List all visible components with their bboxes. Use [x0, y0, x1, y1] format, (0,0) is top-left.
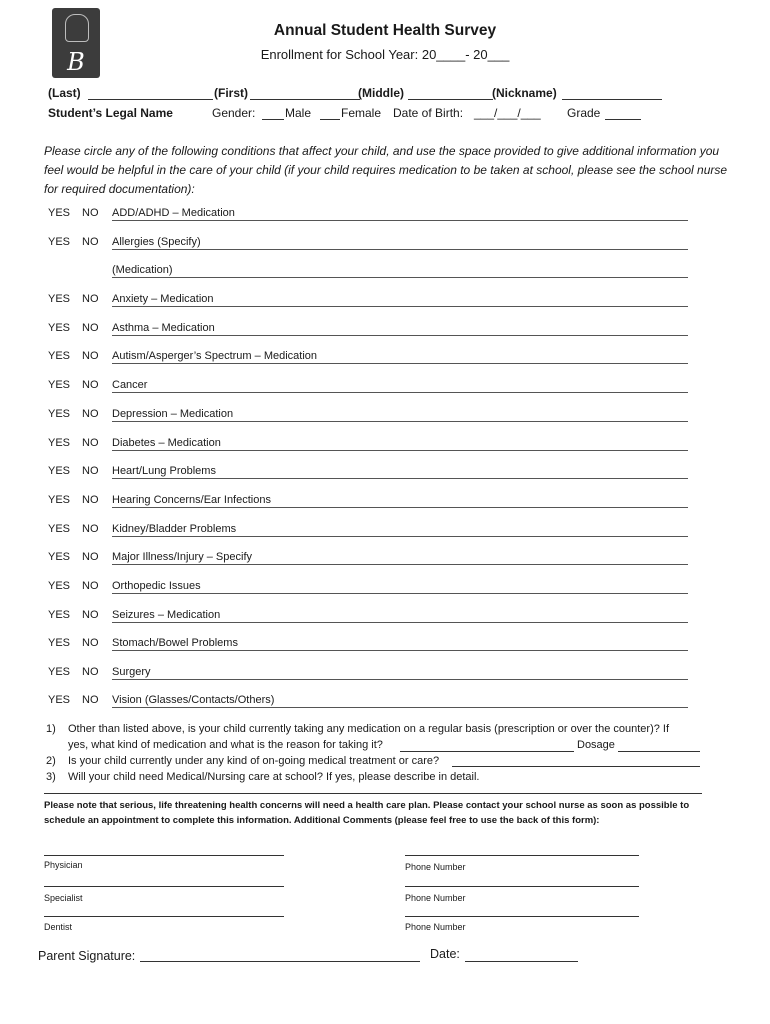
no-option[interactable]: NO: [82, 350, 99, 362]
no-option[interactable]: NO: [82, 666, 99, 678]
parent-signature-field[interactable]: [140, 961, 420, 962]
date-label: Date:: [430, 947, 460, 961]
no-option[interactable]: NO: [82, 694, 99, 706]
condition-label: Cancer: [112, 379, 148, 391]
yes-option[interactable]: YES: [48, 236, 71, 248]
first-name-field[interactable]: [250, 99, 360, 100]
last-name-field[interactable]: [88, 99, 213, 100]
school-logo: [52, 8, 100, 78]
no-option[interactable]: NO: [82, 637, 99, 649]
yes-option[interactable]: YES: [48, 637, 71, 649]
dentist-field[interactable]: [44, 916, 284, 917]
physician-phone-field[interactable]: [405, 855, 639, 856]
condition-row: [48, 207, 698, 225]
dosage-label: Dosage: [577, 739, 615, 751]
no-option[interactable]: NO: [82, 523, 99, 535]
physician-field[interactable]: [44, 855, 284, 856]
answer-line[interactable]: [112, 249, 688, 250]
no-option[interactable]: NO: [82, 236, 99, 248]
physician-phone-label: Phone Number: [405, 862, 466, 872]
condition-row: [48, 523, 698, 541]
answer-line[interactable]: [112, 507, 688, 508]
condition-row: [48, 236, 698, 254]
condition-label: Stomach/Bowel Problems: [112, 637, 238, 649]
condition-row: [48, 408, 698, 426]
form-title: [0, 22, 770, 40]
answer-line[interactable]: [112, 335, 688, 336]
yes-option[interactable]: YES: [48, 379, 71, 391]
nickname-field[interactable]: [562, 99, 662, 100]
condition-label: Diabetes – Medication: [112, 437, 221, 449]
yes-option[interactable]: YES: [48, 551, 71, 563]
condition-row: [48, 580, 698, 598]
answer-line[interactable]: [112, 679, 688, 680]
condition-row: [48, 322, 698, 340]
specialist-label: Specialist: [44, 893, 83, 903]
yes-option[interactable]: YES: [48, 694, 71, 706]
condition-label: Depression – Medication: [112, 408, 234, 420]
condition-label: Heart/Lung Problems: [112, 465, 216, 477]
condition-row: [48, 666, 698, 684]
specialist-field[interactable]: [44, 886, 284, 887]
answer-line[interactable]: [112, 622, 688, 623]
condition-row: [48, 293, 698, 311]
yes-option[interactable]: YES: [48, 350, 71, 362]
condition-label: Hearing Concerns/Ear Infections: [112, 494, 271, 506]
condition-row: [48, 494, 698, 512]
question-1-text: Other than listed above, is your child currently taking any medication on a regular basis (prescription or over the counter)? If: [68, 723, 670, 735]
dob-label: Date of Birth:: [393, 106, 464, 120]
dob-field[interactable]: ___/___/___: [474, 106, 541, 120]
no-option[interactable]: NO: [82, 408, 99, 420]
female-blank[interactable]: [320, 119, 340, 120]
no-option[interactable]: NO: [82, 465, 99, 477]
answer-line[interactable]: [112, 363, 688, 364]
gender-label: Gender:: [212, 106, 256, 120]
condition-row: [48, 350, 698, 368]
condition-row: [48, 694, 698, 712]
no-option[interactable]: NO: [82, 551, 99, 563]
answer-line[interactable]: [112, 564, 688, 565]
parent-signature-label: Parent Signature:: [38, 949, 136, 963]
condition-label: ADD/ADHD – Medication: [112, 207, 235, 219]
condition-label: Kidney/Bladder Problems: [112, 523, 237, 535]
answer-line[interactable]: [112, 593, 688, 594]
dentist-phone-field[interactable]: [405, 916, 639, 917]
medication-reason-field[interactable]: [400, 751, 574, 752]
no-option[interactable]: NO: [82, 494, 99, 506]
answer-line[interactable]: [112, 306, 688, 307]
answer-line[interactable]: [112, 392, 688, 393]
answer-line[interactable]: [112, 277, 688, 278]
yes-option[interactable]: YES: [48, 609, 71, 621]
no-option[interactable]: NO: [82, 293, 99, 305]
question-3-answer-line[interactable]: [44, 793, 702, 794]
no-option[interactable]: NO: [82, 322, 99, 334]
no-option[interactable]: NO: [82, 580, 99, 592]
condition-label: Autism/Asperger’s Spectrum – Medication: [112, 350, 318, 362]
male-label: Male: [285, 106, 312, 120]
answer-line[interactable]: [112, 450, 688, 451]
condition-row: [48, 264, 698, 282]
condition-row: [48, 609, 698, 627]
answer-line[interactable]: [112, 421, 688, 422]
no-option[interactable]: NO: [82, 437, 99, 449]
condition-label: Orthopedic Issues: [112, 580, 201, 592]
middle-name-field[interactable]: [408, 99, 493, 100]
condition-row: [48, 379, 698, 397]
health-plan-note: Please note that serious, life threatening health concerns will need a health care plan. Please contact your school nurse as soon as possible to schedule an appointment to complete this information. Additional Comments (please feel free to use the back of this form):: [44, 800, 690, 826]
condition-row: [48, 437, 698, 455]
legal-name-label: Student’s Legal Name: [48, 106, 173, 120]
form-title-text: Annual Student Health Survey: [273, 22, 497, 39]
condition-label: Seizures – Medication: [112, 609, 221, 621]
answer-line[interactable]: [112, 536, 688, 537]
question-3-text: Will your child need Medical/Nursing care at school? If yes, please describe in detail.: [68, 771, 480, 783]
condition-label: Surgery: [112, 666, 151, 678]
condition-label: Vision (Glasses/Contacts/Others): [112, 694, 275, 706]
answer-line[interactable]: [112, 478, 688, 479]
condition-label: (Medication): [112, 264, 173, 276]
question-number: 2): [46, 755, 56, 767]
yes-option[interactable]: YES: [48, 465, 71, 477]
male-blank[interactable]: [262, 119, 284, 120]
condition-label: Major Illness/Injury – Specify: [112, 551, 252, 563]
yes-option[interactable]: YES: [48, 580, 71, 592]
yes-option[interactable]: YES: [48, 207, 71, 219]
condition-row: [48, 637, 698, 655]
enrollment-year: Enrollment for School Year: 20____- 20___: [260, 47, 510, 62]
no-option[interactable]: NO: [82, 207, 99, 219]
dentist-label: Dentist: [44, 922, 73, 932]
question-1-text-cont: yes, what kind of medication and what is the reason for taking it?: [68, 739, 383, 751]
grade-label: Grade: [567, 106, 601, 120]
yes-option[interactable]: YES: [48, 523, 71, 535]
yes-option[interactable]: YES: [48, 666, 71, 678]
treatment-field[interactable]: [452, 766, 700, 767]
condition-label: Allergies (Specify): [112, 236, 201, 248]
yes-option[interactable]: YES: [48, 408, 71, 420]
instructions: Please circle any of the following conditions that affect your child, and use the space provided to give additional information you feel would be helpful in the care of your child (if your child requires medication to be taken at school, please see the school nurse for required documentation):: [44, 144, 728, 196]
specialist-phone-label: Phone Number: [405, 893, 466, 903]
condition-label: Anxiety – Medication: [112, 293, 214, 305]
answer-line[interactable]: [112, 650, 688, 651]
first-name-label: (First): [214, 86, 248, 100]
date-field[interactable]: [465, 961, 578, 962]
condition-row: [48, 465, 698, 483]
question-number: 1): [46, 723, 56, 735]
logo-letter: B: [67, 48, 85, 76]
yes-option[interactable]: YES: [48, 322, 71, 334]
question-number: 3): [46, 771, 56, 783]
no-option[interactable]: NO: [82, 609, 99, 621]
nickname-label: (Nickname): [492, 86, 557, 100]
yes-option[interactable]: YES: [48, 437, 71, 449]
yes-option[interactable]: YES: [48, 494, 71, 506]
female-label: Female: [341, 106, 382, 120]
middle-name-label: (Middle): [358, 86, 404, 100]
last-name-label: (Last): [48, 86, 81, 100]
dosage-field[interactable]: [618, 751, 700, 752]
condition-row: [48, 551, 698, 569]
answer-line[interactable]: [112, 707, 688, 708]
question-2-text: Is your child currently under any kind of on-going medical treatment or care?: [68, 755, 440, 767]
grade-field[interactable]: [605, 119, 641, 120]
answer-line[interactable]: [112, 220, 688, 221]
specialist-phone-field[interactable]: [405, 886, 639, 887]
yes-option[interactable]: YES: [48, 293, 71, 305]
dentist-phone-label: Phone Number: [405, 922, 466, 932]
no-option[interactable]: NO: [82, 379, 99, 391]
physician-label: Physician: [44, 860, 83, 870]
condition-label: Asthma – Medication: [112, 322, 215, 334]
